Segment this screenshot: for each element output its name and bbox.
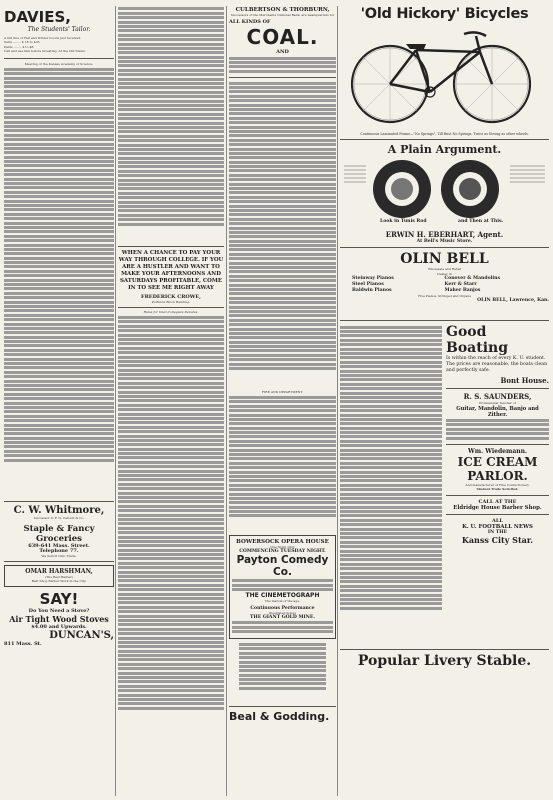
- olin-bell-sub2: Dealer in: [437, 271, 452, 276]
- poem-text: [229, 642, 336, 702]
- beal-godding: Beal & Godding.: [229, 706, 336, 723]
- culbertson-name: CULBERTSON & THORBURN,: [235, 7, 330, 13]
- parlor-heading: PARLOR.: [467, 468, 528, 483]
- staple-note: We Solicit Club Trade.: [41, 553, 77, 558]
- saunders-name: R. S. SAUNDERS,: [463, 392, 532, 402]
- olin-item: Conover & Mandolins: [444, 275, 501, 281]
- football-news: K. U. FOOTBALL NEWS: [462, 523, 533, 530]
- football-all: ALL: [492, 517, 503, 524]
- cinematograph-sub: The marvel of the age.: [264, 599, 301, 604]
- guitar-lessons: Guitar, Mandolin, Banjo and Zither.: [456, 405, 539, 418]
- payton-text: [232, 579, 333, 591]
- call-at: CALL AT THE: [478, 498, 517, 505]
- column-rule: [226, 6, 227, 796]
- say-sub: Do You Need a Stove?: [28, 607, 90, 614]
- olin-item: Kerr & Starr: [444, 281, 477, 287]
- article-text: [340, 324, 442, 649]
- crowe-sub: Portland Block Building.: [151, 300, 191, 304]
- commencing: COMMENCING TUESDAY NIGHT.: [239, 548, 326, 554]
- olin-bell-ad: [340, 251, 549, 317]
- olin-item: Steinway Pianos: [352, 275, 394, 281]
- then-caption: and Then at This.: [458, 219, 504, 225]
- rules-heading: Rules for Inter-Collegiate Debates.: [143, 310, 199, 315]
- saunders-text: [446, 419, 549, 440]
- olin-item: Baldwin Pianos: [352, 287, 392, 293]
- saunders-ad: [446, 389, 549, 445]
- coal-text: [229, 57, 336, 73]
- article-text: [4, 66, 114, 498]
- crowe-headline: WHEN A CHANCE TO PAY YOUR WAY THROUGH COLLEGE. IF YOU ARE A HUSTLER AND WANT TO MAKE YOUR AFTERNOONS AND SATURDAYS PROFITABLE, COME IN TO SEE ME RIGHT AWAY: [118, 250, 224, 291]
- newspaper-page: [4, 6, 549, 796]
- davies-note: Call and see him before investing. At the Old Stand.: [4, 48, 86, 53]
- boating-ad: [446, 324, 549, 389]
- hickory-heading: 'Old Hickory' Bicycles: [360, 6, 529, 22]
- good-heading: Good: [446, 324, 487, 341]
- divider: [4, 501, 114, 502]
- wiedemann-name: Wm. Wiedemann.: [467, 447, 528, 455]
- tire-illustration: [340, 156, 549, 226]
- ice-cream-heading: ICE CREAM: [457, 454, 538, 469]
- coal-and: AND: [276, 49, 289, 56]
- staple-telephone: Telephone 77.: [39, 547, 79, 554]
- davies-pants: Pants ........ 4 to $8: [4, 44, 34, 49]
- tire-comparison: [340, 156, 549, 226]
- boat-house: Bont House.: [500, 376, 549, 386]
- davies-suits: Suits ........ $ 18 to $35: [4, 40, 40, 45]
- right-ads: [446, 324, 549, 649]
- divider: [340, 320, 549, 321]
- confectionery: And manufacturer of Fine Confectionery.: [465, 482, 530, 487]
- stoves-heading: Air Tight Wood Stoves: [9, 613, 109, 624]
- eberhart-agent: ERWIN H. EBERHART, Agent.: [385, 230, 504, 240]
- plain-argument: A Plain Argument.: [387, 143, 502, 157]
- saunders-sub: Professional Teacher of: [479, 401, 516, 406]
- lower-right-area: [340, 324, 549, 649]
- eldridge-barber: Eldridge House Barber Shop.: [453, 504, 542, 511]
- eberhart-sub: At Bell's Music Store.: [416, 239, 473, 245]
- staple-groceries: Staple & Fancy Groceries: [23, 523, 95, 544]
- football-in: IN THE: [487, 529, 508, 535]
- olin-bell-sub3: Five Pianos, Stringed and Organs: [418, 293, 471, 298]
- all-kinds: ALL KINDS OF: [229, 19, 271, 26]
- illustrated-songs: Illustrated Songs: [269, 610, 296, 615]
- look-caption: Look in Tunis Rod: [380, 219, 427, 225]
- bicycle-illustration: [340, 22, 549, 132]
- say-heading: SAY!: [39, 589, 79, 608]
- article-text: [118, 6, 224, 244]
- payton-comedy: Payton Comedy Co.: [236, 553, 329, 578]
- column-rule: [115, 6, 116, 796]
- olin-bell-sub1: Wholesale and Retail: [427, 267, 462, 272]
- duncan-address: 811 Mass. St.: [4, 640, 42, 647]
- divider: [340, 139, 549, 140]
- giant-gold-mine: THE GIANT GOLD MINE.: [250, 615, 315, 620]
- article-text: [229, 80, 336, 390]
- bowersock-text: [232, 621, 333, 633]
- stoves-price: $4.00 and Upwards.: [31, 623, 87, 630]
- bowersock-ad: [229, 535, 336, 639]
- whitmore-name: C. W. Whitmore,: [13, 505, 105, 517]
- omar-sub: (The Best Barber): [44, 575, 74, 580]
- fire-heading: FIRE AND DEPARTMENT.: [261, 390, 304, 395]
- barber-ad: [446, 496, 549, 515]
- column-3: [229, 6, 336, 796]
- kansas-city-star: Kanss City Star.: [461, 534, 534, 545]
- boating-text: Is within the reach of every K. U. student. The prices are reasonable, the boats clean and perfectly safe.: [446, 356, 548, 374]
- column-rule: [337, 6, 338, 796]
- column-2: [118, 6, 224, 796]
- harshman-ad: [4, 565, 114, 587]
- livery-stable: Popular Livery Stable.: [340, 649, 549, 669]
- olin-bell-footer: OLIN BELL, Lawrence, Kan.: [477, 298, 549, 304]
- omar-text: Best Shop Barber Work in the City.: [31, 579, 87, 584]
- duncan-name: DUNCAN'S,: [49, 629, 114, 641]
- masthead-title: DAVIES,: [4, 8, 71, 26]
- article-text: [229, 395, 336, 535]
- meeting-heading: Meeting of the Kansas Academy of Science.: [24, 62, 94, 67]
- crowe-ad: [118, 246, 224, 308]
- olin-item: Steel Pianos: [352, 281, 384, 287]
- cinematograph: THE CINEMETOGRAPH: [245, 592, 320, 600]
- column-1: [4, 6, 114, 796]
- masthead-subtitle: The Students' Tailor.: [27, 26, 91, 33]
- divider: [4, 58, 114, 59]
- article-text: [118, 315, 224, 735]
- olin-item: Maher Banjos: [444, 287, 481, 293]
- culbertson-sub: Successors of the Merchants National Bank, are headquarters for: [230, 13, 335, 17]
- column-4: [340, 6, 549, 796]
- boating-heading: Boating: [446, 340, 508, 357]
- coal-heading: COAL.: [246, 25, 319, 50]
- davies-intro: A full line of Fall and Winter Goods just received.: [4, 36, 82, 40]
- staple-address: 639-641 Mass. Street.: [28, 542, 90, 549]
- football-ad: [446, 515, 549, 548]
- crowe-name: FREDERICK CROWE,: [141, 294, 201, 300]
- student-trade: Student Trade Solicited.: [476, 487, 519, 492]
- hickory-caption: Continuous Laminated Frame—"No Springs", Till Rust No Springs, Twice as Strong as other wheels.: [360, 132, 529, 136]
- divider: [340, 247, 549, 248]
- ice-cream-ad: [446, 445, 549, 496]
- olin-bell-title: OLIN BELL: [400, 251, 489, 268]
- whitmore-sub: Successor to F. N. Calvert & Co.: [33, 516, 85, 521]
- omar-name: OMAR HARSHMAN,: [25, 568, 93, 576]
- davies-ad: [4, 6, 114, 55]
- bowersock-title: BOWERSOCK OPERA HOUSE: [236, 538, 329, 545]
- coal-ad: [229, 6, 336, 78]
- bowersock-sub: One Night Only: [270, 544, 295, 549]
- divider: [4, 561, 114, 562]
- continuous-performance: Continuous Performance: [250, 605, 315, 611]
